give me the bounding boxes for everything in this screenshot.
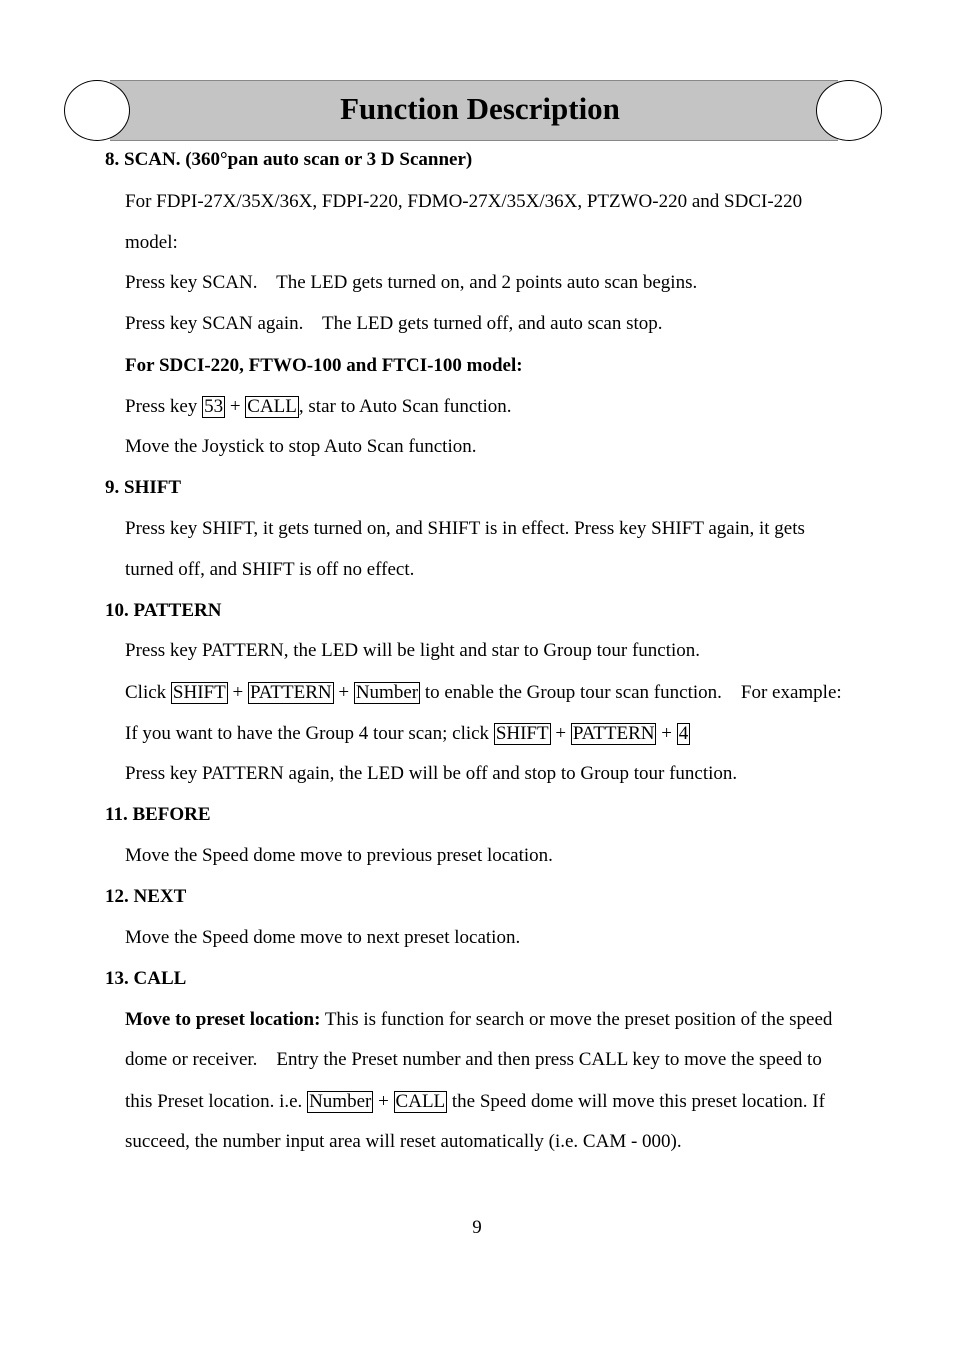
next-line-1: Move the Speed dome move to next preset location. bbox=[125, 927, 521, 948]
scan-line-6 bbox=[125, 396, 512, 418]
scan-line-1: For FDPI-27X/35X/36X, FDPI-220, FDMO-27X/35X/36X, PTZWO-220 and SDCI-220 bbox=[125, 191, 803, 212]
call-line-2: dome or receiver. Entry the Preset number and then press CALL key to move the speed to bbox=[125, 1049, 822, 1070]
key-shift: SHIFT bbox=[172, 682, 226, 703]
key-53: 53 bbox=[204, 396, 224, 417]
pattern-line-2 bbox=[125, 682, 842, 704]
key-number: Number bbox=[355, 682, 419, 703]
text-fragment: This is function for search or move the preset position of the speed bbox=[320, 1009, 833, 1030]
plus-sign: + bbox=[333, 682, 354, 703]
pattern-line-1: Press key PATTERN, the LED will be light and star to Group tour function. bbox=[125, 640, 701, 661]
section-heading-call: 13. CALL bbox=[105, 968, 187, 989]
pattern-line-3 bbox=[125, 723, 690, 745]
text-fragment: , star to Auto Scan function. bbox=[298, 396, 512, 417]
call-line-3 bbox=[125, 1091, 825, 1113]
call-bold-label: Move to preset location: bbox=[125, 1009, 321, 1030]
key-4: 4 bbox=[678, 723, 689, 744]
pattern-line-4: Press key PATTERN again, the LED will be off and stop to Group tour function. bbox=[125, 763, 738, 784]
text-fragment: Press key bbox=[125, 396, 203, 417]
call-line-4: succeed, the number input area will reset automatically (i.e. CAM - 000). bbox=[125, 1131, 682, 1152]
text-fragment: this Preset location. i.e. bbox=[125, 1091, 308, 1112]
plus-sign: + bbox=[550, 723, 571, 744]
text-fragment: Click bbox=[125, 682, 171, 703]
key-pattern: PATTERN bbox=[249, 682, 332, 703]
header-right-oval bbox=[816, 80, 882, 141]
text-fragment: to enable the Group tour scan function. For example: bbox=[420, 682, 842, 703]
scan-line-2: model: bbox=[125, 232, 178, 253]
scan-line-3: Press key SCAN. The LED gets turned on, and 2 points auto scan begins. bbox=[125, 272, 698, 293]
section-heading-pattern: 10. PATTERN bbox=[105, 600, 222, 621]
call-line-1 bbox=[125, 1010, 832, 1030]
scan-subheading: For SDCI-220, FTWO-100 and FTCI-100 model: bbox=[125, 355, 523, 376]
plus-sign: + bbox=[227, 682, 248, 703]
key-call: CALL bbox=[395, 1091, 446, 1112]
key-number: Number bbox=[309, 1091, 372, 1112]
shift-line-2: turned off, and SHIFT is off no effect. bbox=[125, 559, 415, 580]
section-heading-before: 11. BEFORE bbox=[105, 804, 211, 825]
scan-line-4: Press key SCAN again. The LED gets turned off, and auto scan stop. bbox=[125, 313, 663, 334]
plus-sign: + bbox=[656, 723, 677, 744]
key-call: CALL bbox=[247, 396, 297, 417]
section-heading-shift: 9. SHIFT bbox=[105, 477, 182, 498]
section-heading-next: 12. NEXT bbox=[105, 886, 187, 907]
before-line-1: Move the Speed dome move to previous preset location. bbox=[125, 845, 553, 866]
section-heading-scan: 8. SCAN. (360°pan auto scan or 3 D Scanner) bbox=[105, 149, 473, 170]
shift-line-1: Press key SHIFT, it gets turned on, and SHIFT is in effect. Press key SHIFT again, it gets bbox=[125, 518, 805, 539]
plus-sign: + bbox=[225, 396, 246, 417]
page-number: 9 bbox=[472, 1217, 482, 1238]
key-shift: SHIFT bbox=[495, 723, 549, 744]
scan-line-7: Move the Joystick to stop Auto Scan function. bbox=[125, 436, 477, 457]
plus-sign: + bbox=[373, 1091, 394, 1112]
text-fragment: the Speed dome will move this preset location. If bbox=[447, 1091, 825, 1112]
text-fragment: If you want to have the Group 4 tour scan; click bbox=[125, 723, 494, 744]
key-pattern: PATTERN bbox=[572, 723, 655, 744]
page-title: Function Description bbox=[340, 91, 620, 126]
